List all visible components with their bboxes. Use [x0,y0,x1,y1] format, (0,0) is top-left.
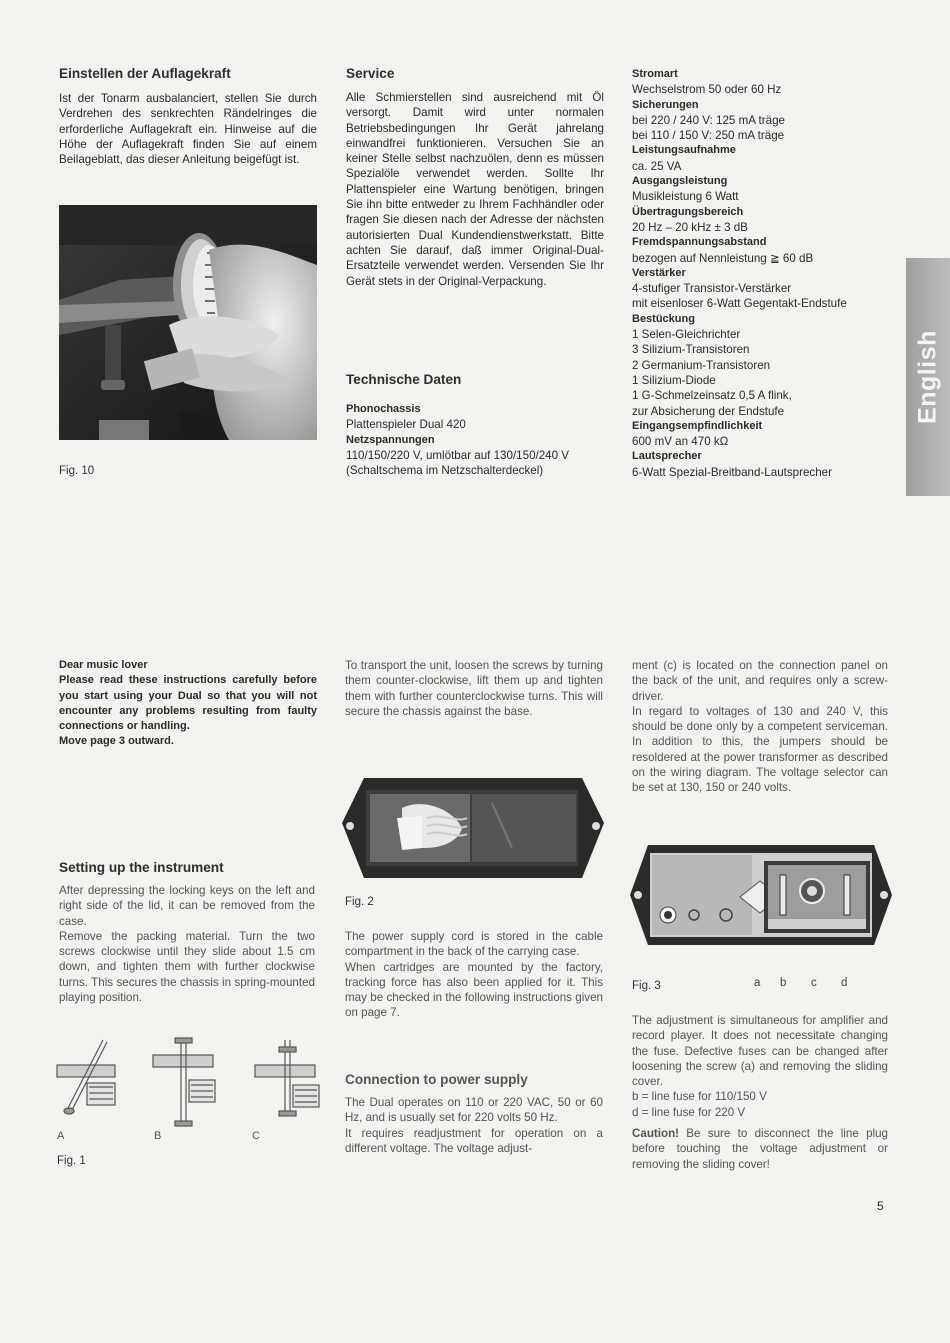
spec-value: 6-Watt Spezial-Breitband-Lautsprecher [632,465,832,479]
auflagekraft-text [59,91,317,167]
fig2-caption: Fig. 2 [345,896,374,908]
connection-text [345,1095,603,1156]
connection-p1: The Dual operates on 110 or 220 VAC, 50 or 60 Hz, and is usually set for 220 volts 50 Hz. [345,1096,603,1125]
voltage-p1: ment (c) is located on the connection panel on the back of the unit, and requires only a screw-driver. [632,659,888,703]
spec-value: Wechselstrom 50 oder 60 Hz [632,83,782,97]
fuse-line-d: d = line fuse for 220 V [632,1105,746,1119]
fig1-label-c: C [252,1130,260,1142]
voltage-p2: In regard to voltages of 130 and 240 V, this should be done only by a competent serviceman. In addition to this, the jumpers should be resoldered at the power transformer as described on the wiring diagram. The voltage selector can be set at 130, 150 or 240 volts. [632,704,888,795]
transport-text [345,658,603,719]
cartridge-paragraph: When cartridges are mounted by the factory, tracking force has also been applied for it. This may be checked in the following instructions given on page 7. [345,960,603,1020]
heading-connection-power: Connection to power supply [345,1072,528,1087]
fig3-label-b: b [780,977,787,989]
intro-greeting: Dear music lover [59,659,148,671]
power-cord-text [345,929,603,1021]
power-cord-paragraph: The power supply cord is stored in the cable compartment in the back of the carrying case. [345,930,603,959]
intro-text [59,658,317,750]
spec-value: mit eisenloser 6-Watt Gegentakt-Endstufe [632,297,847,311]
setting-up-p2: Remove the packing material. Turn the two screws clockwise until they slide about 1.5 cm down, and tighten them with further clockwise turns. This secures the chassis in spring-mounted playing position. [59,929,315,1005]
spec-label: Bestückung [632,312,695,325]
spec-value: 3 Silizium-Transistoren [632,343,750,357]
heading-service: Service [346,66,395,81]
spec-value: 1 Silizium-Diode [632,373,716,387]
auflagekraft-paragraph: Ist der Tonarm ausbalanciert, stellen Sie durch Verdrehen des senkrechten Rändelringes die erforderliche Auflagekraft ein. Hinweise auf die Höhe der Auflagekraft finden Sie auf einem Beilageblatt, das dieser Anleitung beigefügt ist. [59,92,317,167]
fig2-cable-compartment-photo [342,778,604,878]
fig3-connection-panel-photo [630,845,892,945]
caution-text: Be sure to disconnect the line plug before touching the voltage adjustment or removing the sliding cover! [632,1127,888,1171]
intro-instructions: Please read these instructions carefully before you start using your Dual so that you will not encounter any problems resulting from faulty connections or handling. [59,674,317,733]
language-tab-label: English [913,330,942,424]
fig1-caption: Fig. 1 [57,1155,86,1167]
caution-label: Caution! [632,1127,680,1141]
service-text [346,90,604,289]
setting-up-text [59,883,315,1005]
intro-move-page: Move page 3 outward. [59,735,174,748]
spec-label: Stromart [632,68,678,80]
setting-up-p1: After depressing the locking keys on the left and right side of the lid, it can be removed from the case. [59,884,315,928]
heading-auflagekraft: Einstellen der Auflagekraft [59,66,231,81]
spec-label: Ausgangsleistung [632,175,728,188]
spec-label: Übertragungsbereich [632,205,744,218]
tech-specs-right [632,67,902,480]
spec-value: 110/150/220 V, umlötbar auf 130/150/240 V [346,448,570,462]
spec-value: ca. 25 VA [632,159,682,173]
spec-label: Sicherungen [632,98,699,111]
spec-label: Verstärker [632,266,686,279]
spec-label: Lautsprecher [632,450,702,463]
fig3-label-a: a [754,977,761,989]
spec-value: zur Absicherung der Endstufe [632,404,785,418]
spec-value: 1 Selen-Gleichrichter [632,328,741,342]
spec-value: bezogen auf Nennleistung ≧ 60 dB [632,251,814,265]
caution-paragraph [632,1126,888,1172]
spec-label: Fremdspannungsabstand [632,236,767,249]
connection-p2: It requires readjustment for operation on a different voltage. The voltage adjust- [345,1126,603,1155]
fig1-label-a: A [57,1130,65,1142]
spec-value: bei 220 / 240 V: 125 mA träge [632,113,785,127]
spec-value: Plattenspieler Dual 420 [346,418,466,432]
page-number: 5 [877,1199,884,1213]
fig1-label-b: B [154,1130,162,1142]
spec-value: Musikleistung 6 Watt [632,190,739,204]
spec-value: 20 Hz – 20 kHz ± 3 dB [632,220,748,234]
fig3-label-c: c [811,977,817,989]
adjustment-paragraph: The adjustment is simultaneous for amplifier and record player. It does not necessitate changing the fuse. Defective fuses can be changed after loosening the screw (a) and removing the sliding cover. [632,1014,888,1089]
spec-value: (Schaltschema im Netzschalterdeckel) [346,464,544,478]
spec-label: Leistungsaufnahme [632,144,736,157]
adjustment-text [632,1013,888,1172]
fig3-caption: Fig. 3 [632,980,661,992]
spec-label: Eingangsempfindlichkeit [632,419,763,432]
fig1-screw-diagrams [55,1035,325,1135]
language-tab [906,258,950,496]
spec-value: 2 Germanium-Transistoren [632,358,771,372]
heading-technische-daten: Technische Daten [346,372,462,387]
transport-paragraph: To transport the unit, loosen the screws by turning them counter-clockwise, lift them up and tighten them with further counterclockwise turns. This will secure the chassis against the base. [345,659,603,718]
spec-label: Netzspannungen [346,433,435,446]
spec-value: 4-stufiger Transistor-Verstärker [632,282,792,296]
service-paragraph: Alle Schmierstellen sind ausreichend mit Öl versorgt. Damit wird unter normalen Betriebsbedingungen Ihr Gerät jahrelang einwandfrei funktionieren. Versuchen Sie an keiner Stelle selbst nachzuölen, denn es müssen Spezialöle verwendet werden. Sollte Ihr Plattenspieler eine Wartung benötigen, bringen Sie ihn bitte entweder zu Ihrem Fachhändler oder fragen Sie diesen nach der Adresse der nächsten autorisierten Dual Kundendienstwerkstatt. Bitte achten Sie darauf, daß immer Original-Dual-Ersatzteile verwendet werden. Versenden Sie Ihr Gerät stets in der Original-Verpackung. [346,91,604,288]
spec-label: Phonochassis [346,403,421,415]
voltage-text [632,658,888,796]
tonearm-adjustment-photo [59,205,317,440]
fuse-line-b: b = line fuse for 110/150 V [632,1090,767,1104]
fig10-caption: Fig. 10 [59,465,95,477]
spec-value: 1 G-Schmelzeinsatz 0,5 A flink, [632,389,792,403]
heading-setting-up: Setting up the instrument [59,860,224,875]
spec-value: 600 mV an 470 kΩ [632,435,729,449]
fig3-label-d: d [841,977,848,989]
spec-value: bei 110 / 150 V: 250 mA träge [632,129,785,143]
tech-specs-left [346,402,616,478]
